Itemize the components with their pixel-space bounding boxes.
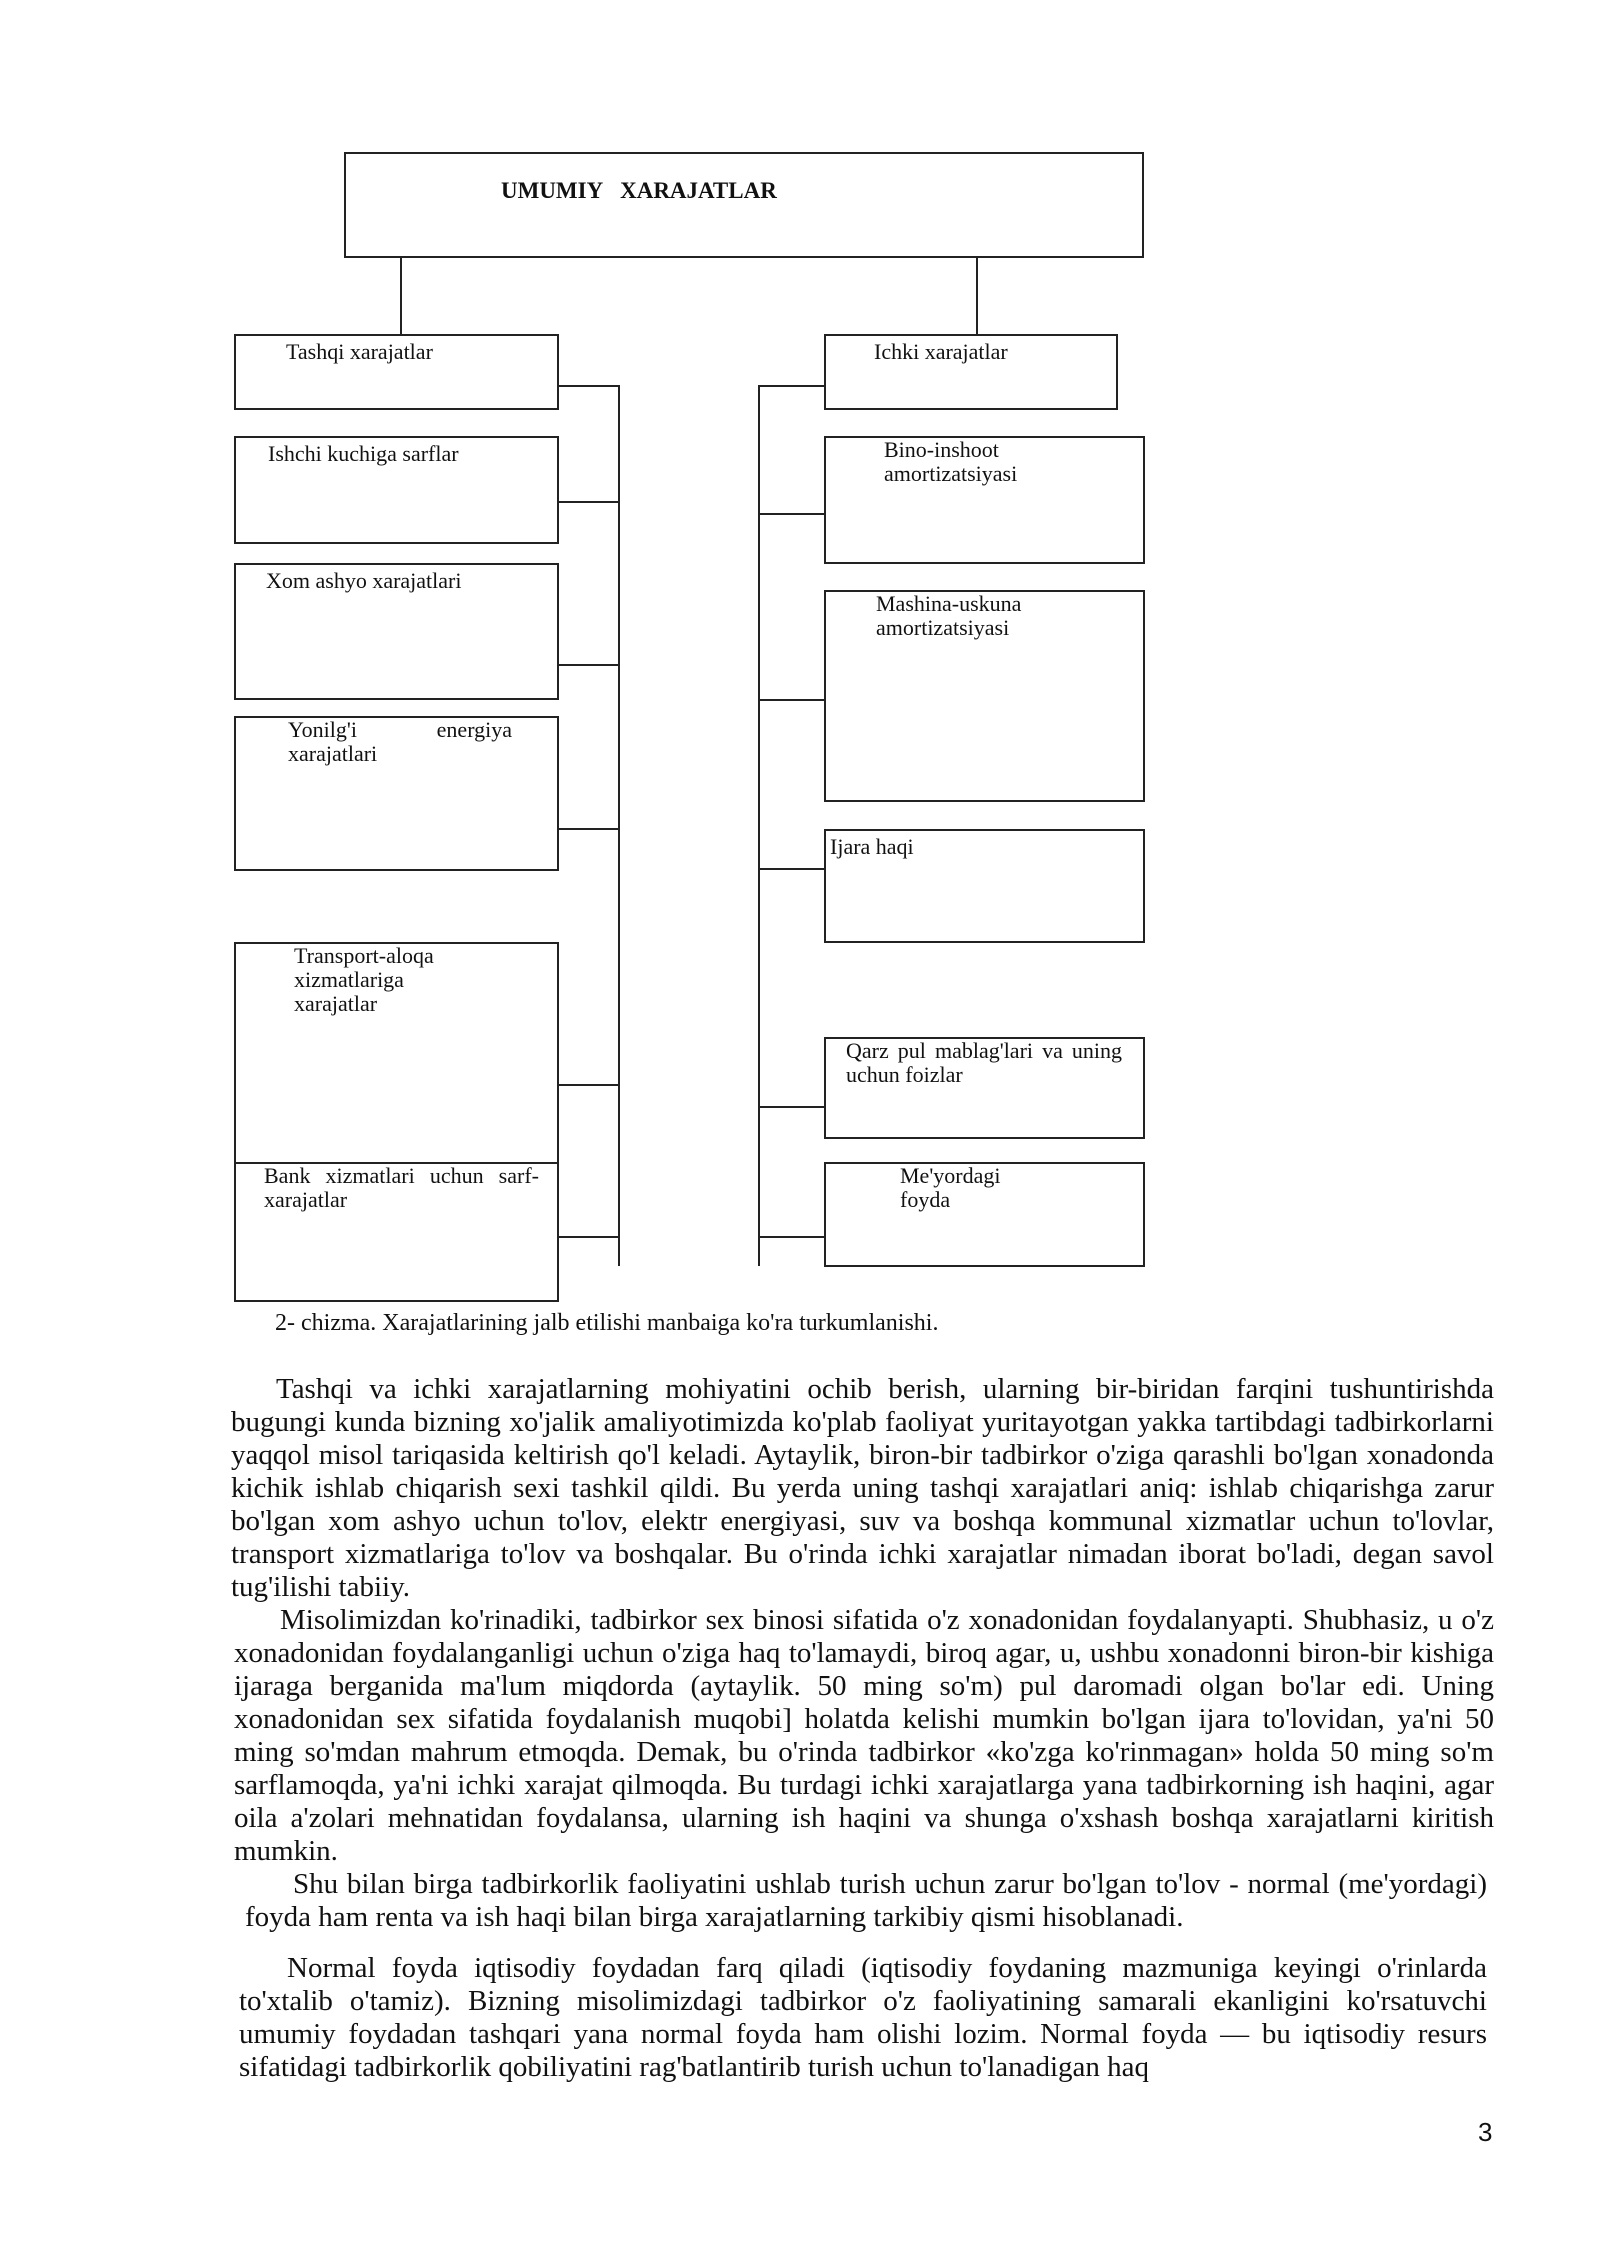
left-item-box [234,1162,559,1302]
right-item-box [824,1037,1145,1139]
right-item-box [824,1162,1145,1267]
body-paragraph: Misolimizdan ko'rinadiki, tadbirkor sex binosi sifatida o'z xonadonidan foydalanyapti. Shubhasiz, u o'z xonadonidan foydalanganligi uchun o'ziga haq to'lamaydi, biroq agar, u, ushbu xonadonni biron-bir kishiga ijaraga berganida ma'lum miqdorda (aytaylik. 50 ming so'm) pul daromadi olgan bo'lar edi. Uning xonadonidan sex sifatida foydalanish muqobi] holatda kelishi mumkin bo'lgan ijara to'lovidan, ya'ni 50 ming so'mdan mahrum etmoqda. Demak, bu o'rinda tadbirkor «ko'zga ko'rinmagan» holda 50 ming so'm sarflamoqda, ya'ni ichki xarajat qilmoqda. Bu turdagi ichki xarajatlarga yana tadbirkorning ish haqini, agar oila a'zolari mehnatidan foydalansa, ularning ish haqini va shunga o'xshash boshqa xarajatlarni kiritish mumkin. [234,1604,1494,1867]
body-paragraph: Normal foyda iqtisodiy foydadan farq qiladi (iqtisodiy foydaning mazmuniga keyingi o'rinlarda to'xtalib o'tamiz). Bizning misolimizdagi tadbirkor o'z faoliyatining samarali ekanligini ko'rsatuvchi umumiy foydadan tashqari yana normal foyda ham olishi lozim. Normal foyda — bu iqtisodiy resurs sifatidagi tadbirkorlik qobiliyatini rag'batlantirib turish uchun to'lanadigan haq [239,1952,1487,2083]
right-tick [758,699,824,701]
right-item-label: Bino-inshoot amortizatsiyasi [884,437,1018,486]
left-item-box [234,436,559,544]
right-item-label: Me'yordagi foyda [900,1163,1001,1212]
left-item-box [234,942,559,1164]
right-item-box [824,436,1145,564]
right-tick [758,513,824,515]
right-bus [758,386,760,1266]
left-item-label: Bank xizmatlari uchun sarf-xarajatlar [264,1163,539,1212]
left-tick [559,828,620,830]
left-item-label: Transport-aloqa xizmatlariga xarajatlar [294,943,434,1016]
left-tick [559,385,620,387]
right-tick [758,385,824,387]
right-item-box [824,829,1145,943]
external-expenses-label: Tashqi xarajatlar [286,339,433,364]
left-item-label: Xom ashyo xarajatlari [266,568,462,593]
right-item-label: Qarz pul mablag'lari va uning uchun foizlar [846,1038,1122,1087]
external-expenses-header [234,334,559,410]
body-paragraph: Shu bilan birga tadbirkorlik faoliyatini ushlab turish uchun zarur bo'lgan to'lov - normal (me'yordagi) foyda ham renta va ish haqi bilan birga xarajatlarning tarkibiy qismi hisoblanadi. [245,1868,1487,1933]
left-item-box [234,716,559,871]
left-tick [559,1236,620,1238]
left-bus [618,386,620,1266]
root-box [344,152,1144,258]
left-tick [559,1084,620,1086]
right-tick [758,1236,824,1238]
root-label: UMUMIY XARAJATLAR [501,178,777,203]
internal-expenses-header [824,334,1118,410]
left-item-label: Yonilg'i energiya xarajatlari [288,717,512,766]
right-tick [758,868,824,870]
internal-expenses-label: Ichki xarajatlar [874,339,1008,364]
figure-caption: 2- chizma. Xarajatlarining jalb etilishi manbaiga ko'ra turkumlanishi. [275,1310,939,1336]
left-tick [559,664,620,666]
connector-root-right [976,258,978,334]
body-paragraph: Tashqi va ichki xarajatlarning mohiyatini ochib berish, ularning bir-biridan farqini tushuntirishda bugungi kunda bizning xo'jalik amaliyotimizda ko'plab faoliyat yuritayotgan yakka tartibdagi tadbirkorlarni yaqqol misol tariqasida keltirish qo'l keladi. Aytaylik, biron-bir tadbirkor o'ziga qarashli bo'lgan xonadonda kichik ishlab chiqarish sexi tashkil qildi. Bu yerda uning tashqi xarajatlari aniq: ishlab chiqarishga zarur bo'lgan xom ashyo uchun to'lov, elektr energiyasi, suv va boshqa kommunal xizmatlar uchun to'lovlar, transport xizmatlariga to'lov va boshqalar. Bu o'rinda ichki xarajatlar nimadan iborat bo'ladi, degan savol tug'ilishi tabiiy. [231,1373,1494,1603]
left-tick [559,501,620,503]
connector-root-left [400,258,402,334]
right-tick [758,1106,824,1108]
page-number: 3 [1478,2117,1493,2147]
right-item-box [824,590,1145,802]
right-item-label: Ijara haqi [830,834,914,859]
left-item-label: Ishchi kuchiga sarflar [268,441,459,466]
left-item-box [234,563,559,700]
right-item-label: Mashina-uskuna amortizatsiyasi [876,591,1022,640]
